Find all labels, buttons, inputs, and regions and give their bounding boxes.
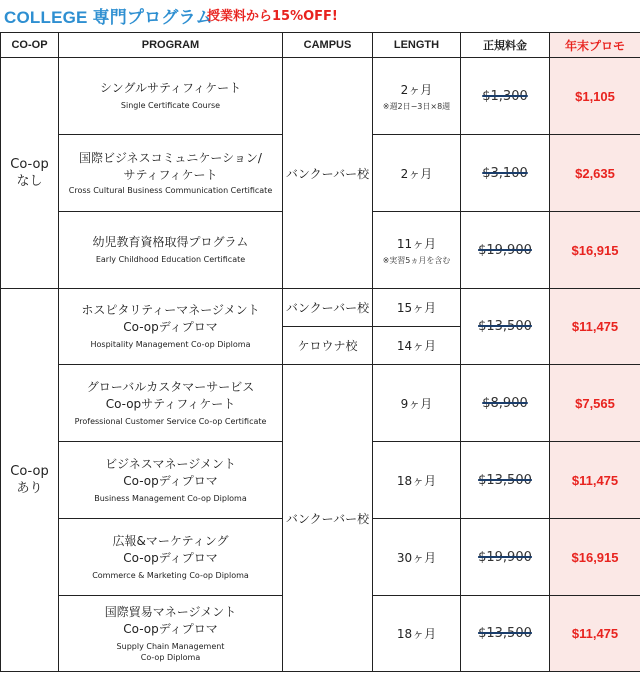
program-name-ja: ホスピタリティーマネージメント Co-opディプロマ bbox=[81, 303, 260, 334]
promo-price: $1,105 bbox=[550, 58, 640, 135]
program-name-en: Supply Chain Management Co-op Diploma bbox=[116, 642, 225, 662]
regular-price: $1,300 bbox=[482, 88, 528, 104]
table-row bbox=[1, 289, 640, 327]
promo-price: $11,475 bbox=[550, 596, 640, 672]
program-name-ja: ビジネスマネージメント Co-opディプロマ bbox=[105, 456, 236, 488]
regular-price-cell bbox=[461, 596, 550, 672]
campus-cell: バンクーバー校 bbox=[283, 58, 373, 289]
program-name-en: Business Management Co-op Diploma bbox=[94, 493, 247, 503]
length-value: 18ヶ月 bbox=[373, 442, 461, 519]
program-name-ja: 幼児教育資格取得プログラム bbox=[92, 235, 249, 249]
promo-price: $7,565 bbox=[550, 365, 640, 442]
promo-price: $2,635 bbox=[550, 135, 640, 212]
program-name-ja: 国際ビジネスコミュニケーション/ サティフィケート bbox=[79, 150, 262, 182]
program-name-en: Commerce & Marketing Co-op Diploma bbox=[92, 570, 249, 580]
campus-cell: バンクーバー校 bbox=[283, 289, 373, 327]
campus-cell: ケロウナ校 bbox=[283, 327, 373, 365]
length-note: ※実習5ヵ月を含む bbox=[382, 255, 451, 265]
regular-price: $13,500 bbox=[478, 319, 532, 334]
program-table bbox=[0, 32, 640, 672]
program-name-en: Hospitality Management Co-op Diploma bbox=[90, 340, 251, 349]
length-cell bbox=[373, 212, 461, 289]
length-note: ※週2日−3日×8週 bbox=[382, 101, 451, 111]
program-name-ja: グローバルカスタマーサービス Co-opサティフィケート bbox=[86, 379, 255, 411]
program-cell bbox=[59, 519, 283, 596]
regular-price: $3,100 bbox=[482, 165, 528, 181]
program-cell bbox=[59, 58, 283, 135]
group-coop: Co-op あり bbox=[1, 289, 59, 672]
col-header-campus: CAMPUS bbox=[283, 33, 373, 58]
discount-note: 授業料から15%OFF! bbox=[207, 9, 338, 24]
program-name-ja: シングルサティフィケート bbox=[99, 81, 242, 95]
campus-cell: バンクーバー校 bbox=[283, 365, 373, 672]
program-name-en: Early Childhood Education Certificate bbox=[95, 255, 246, 264]
col-header-length: LENGTH bbox=[373, 33, 461, 58]
regular-price: $19,900 bbox=[478, 549, 532, 565]
program-cell bbox=[59, 135, 283, 212]
regular-price-cell bbox=[461, 442, 550, 519]
program-name-en: Professional Customer Service Co-op Certificate bbox=[74, 416, 267, 426]
regular-price-cell bbox=[461, 365, 550, 442]
regular-price-cell bbox=[461, 289, 550, 365]
regular-price: $13,500 bbox=[478, 626, 532, 641]
table-header-row bbox=[1, 33, 640, 58]
page-header bbox=[0, 0, 640, 32]
col-header-coop: CO-OP bbox=[1, 33, 59, 58]
col-header-promo-price: 年末プロモ bbox=[550, 33, 640, 58]
program-name-ja: 広報&マーケティング Co-opディプロマ bbox=[112, 533, 229, 565]
promo-price: $11,475 bbox=[550, 442, 640, 519]
length-value: 15ヶ月 bbox=[373, 289, 461, 327]
length-cell bbox=[373, 58, 461, 135]
program-cell bbox=[59, 442, 283, 519]
regular-price: $19,900 bbox=[478, 242, 532, 258]
regular-price-cell bbox=[461, 58, 550, 135]
regular-price: $8,900 bbox=[482, 395, 528, 411]
promo-price: $16,915 bbox=[550, 519, 640, 596]
length-value: 18ヶ月 bbox=[373, 596, 461, 672]
regular-price: $13,500 bbox=[478, 472, 532, 488]
regular-price-cell bbox=[461, 519, 550, 596]
length-value: 30ヶ月 bbox=[373, 519, 461, 596]
page-title: COLLEGE 専門プログラム bbox=[4, 8, 213, 27]
program-cell bbox=[59, 365, 283, 442]
table-row bbox=[1, 365, 640, 442]
length-value: 11ヶ月 bbox=[396, 236, 437, 251]
length-value: 14ヶ月 bbox=[373, 327, 461, 365]
program-cell bbox=[59, 289, 283, 365]
col-header-regular-price: 正規料金 bbox=[461, 33, 550, 58]
program-name-en: Cross Cultural Business Communication Certificate bbox=[68, 185, 273, 195]
regular-price-cell bbox=[461, 212, 550, 289]
length-value: 2ヶ月 bbox=[400, 82, 433, 97]
program-cell bbox=[59, 212, 283, 289]
program-cell bbox=[59, 596, 283, 672]
length-value: 2ヶ月 bbox=[373, 135, 461, 212]
regular-price-cell bbox=[461, 135, 550, 212]
table-row bbox=[1, 58, 640, 135]
length-value: 9ヶ月 bbox=[373, 365, 461, 442]
program-name-ja: 国際貿易マネージメント Co-opディプロマ bbox=[104, 605, 237, 636]
group-no-coop: Co-op なし bbox=[1, 58, 59, 289]
promo-price: $16,915 bbox=[550, 212, 640, 289]
program-name-en: Single Certificate Course bbox=[120, 101, 221, 110]
promo-price: $11,475 bbox=[550, 289, 640, 365]
col-header-program: PROGRAM bbox=[59, 33, 283, 58]
